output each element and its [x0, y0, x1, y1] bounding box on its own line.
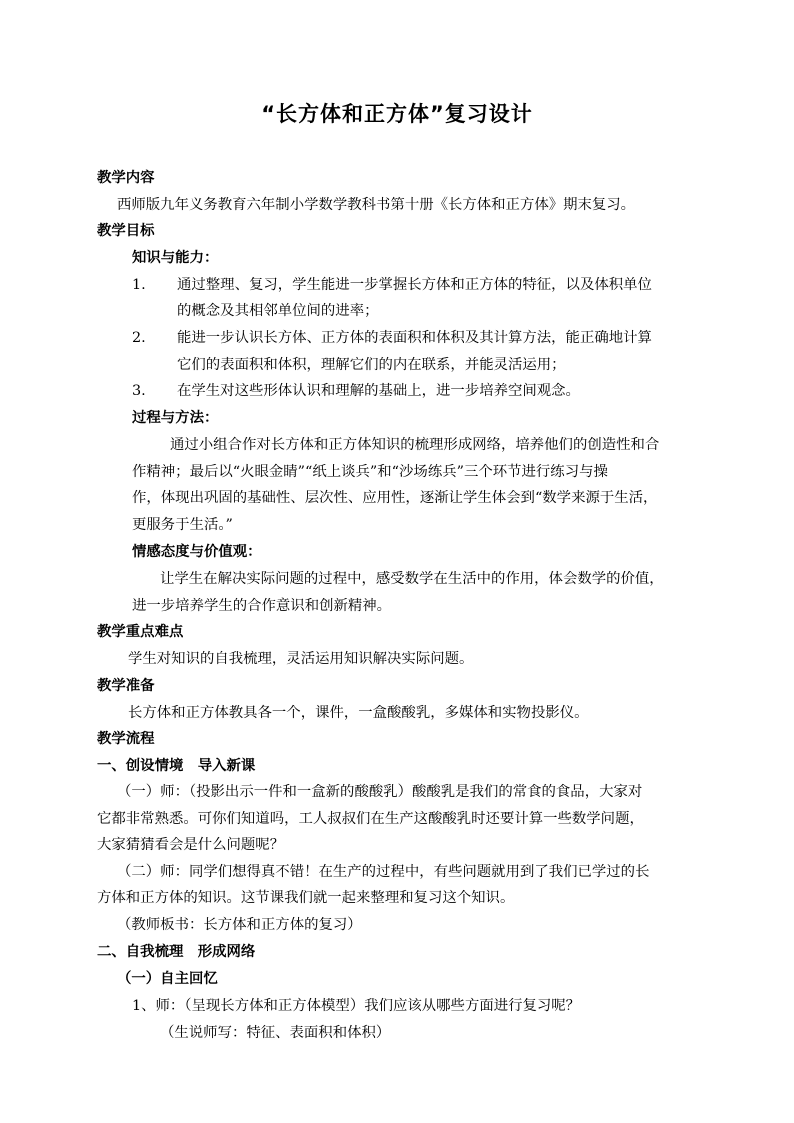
- part-one-line: 方体和正方体的知识。这节课我们就一起来整理和复习这个知识。: [97, 890, 515, 906]
- list-item-text: 的概念及其相邻单位间的进率；: [177, 303, 379, 319]
- document-title: “长方体和正方体”复习设计: [261, 102, 533, 126]
- key-points-text: 学生对知识的自我梳理，灵活运用知识解决实际问题。: [128, 651, 474, 667]
- heading-process: 过程与方法：: [132, 410, 219, 426]
- part-one-line: （一）师：（投影出示一件和一盒新的酸酸乳）酸酸乳是我们的常食的食品，大家对: [117, 784, 643, 800]
- heading-goals: 教学目标: [97, 223, 155, 239]
- process-line: 作，体现出巩固的基础性、层次性、应用性，逐渐让学生体会到“数学来源于生活，: [132, 490, 658, 506]
- heading-flow: 教学流程: [97, 731, 155, 747]
- emotion-line: 让学生在解决实际问题的过程中，感受数学在生活中的作用，体会数学的价值，: [160, 571, 664, 587]
- list-number: 2.: [132, 330, 146, 346]
- list-item-text: 通过整理、复习，学生能进一步掌握长方体和正方体的特征，以及体积单位: [177, 277, 652, 293]
- content-text: 西师版九年义务教育六年制小学数学教科书第十册《长方体和正方体》期末复习。: [117, 197, 636, 213]
- heading-part-one: 一、创设情境 导入新课: [97, 758, 256, 774]
- part-one-line: 大家猜猜看会是什么问题呢？: [97, 837, 285, 853]
- process-line: 作精神；最后以“火眼金睛”“纸上谈兵”和“沙场练兵”三个环节进行练习与操: [132, 464, 608, 480]
- emotion-line: 进一步培养学生的合作意识和创新精神。: [132, 598, 392, 614]
- part-two-line: （生说师写：特征、表面积和体积）: [160, 1025, 391, 1041]
- list-item-text: 它们的表面积和体积，理解它们的内在联系，并能灵活运用；: [177, 357, 566, 373]
- process-line: 更服务于生活。”: [132, 517, 233, 533]
- list-number: 1.: [132, 277, 146, 293]
- part-one-line: （二）师：同学们想得真不错！在生产的过程中，有些问题就用到了我们已学过的长: [117, 864, 650, 880]
- part-one-line: 它都非常熟悉。可你们知道吗，工人叔叔们在生产这酸酸乳时还要计算一些数学问题，: [97, 811, 644, 827]
- heading-knowledge: 知识与能力：: [132, 250, 219, 266]
- heading-key-points: 教学重点难点: [97, 624, 184, 640]
- list-item-text: 在学生对这些形体认识和理解的基础上，进一步培养空间观念。: [177, 383, 580, 399]
- heading-part-two-sub: （一）自主回忆: [117, 971, 218, 987]
- list-number: 3.: [132, 383, 146, 399]
- heading-preparation: 教学准备: [97, 678, 155, 694]
- list-item-text: 能进一步认识长方体、正方体的表面积和体积及其计算方法，能正确地计算: [177, 330, 652, 346]
- part-two-line: 1、师：（呈现长方体和正方体模型）我们应该从哪些方面进行复习呢？: [132, 998, 581, 1014]
- part-one-line: （教师板书：长方体和正方体的复习）: [117, 917, 362, 933]
- process-line: 通过小组合作对长方体和正方体知识的梳理形成网络，培养他们的创造性和合: [170, 437, 660, 453]
- preparation-text: 长方体和正方体教具各一个，课件，一盒酸酸乳，多媒体和实物投影仪。: [128, 705, 589, 721]
- heading-emotion: 情感态度与价值观：: [132, 544, 262, 560]
- heading-content: 教学内容: [97, 170, 155, 186]
- heading-part-two: 二、自我梳理 形成网络: [97, 944, 256, 960]
